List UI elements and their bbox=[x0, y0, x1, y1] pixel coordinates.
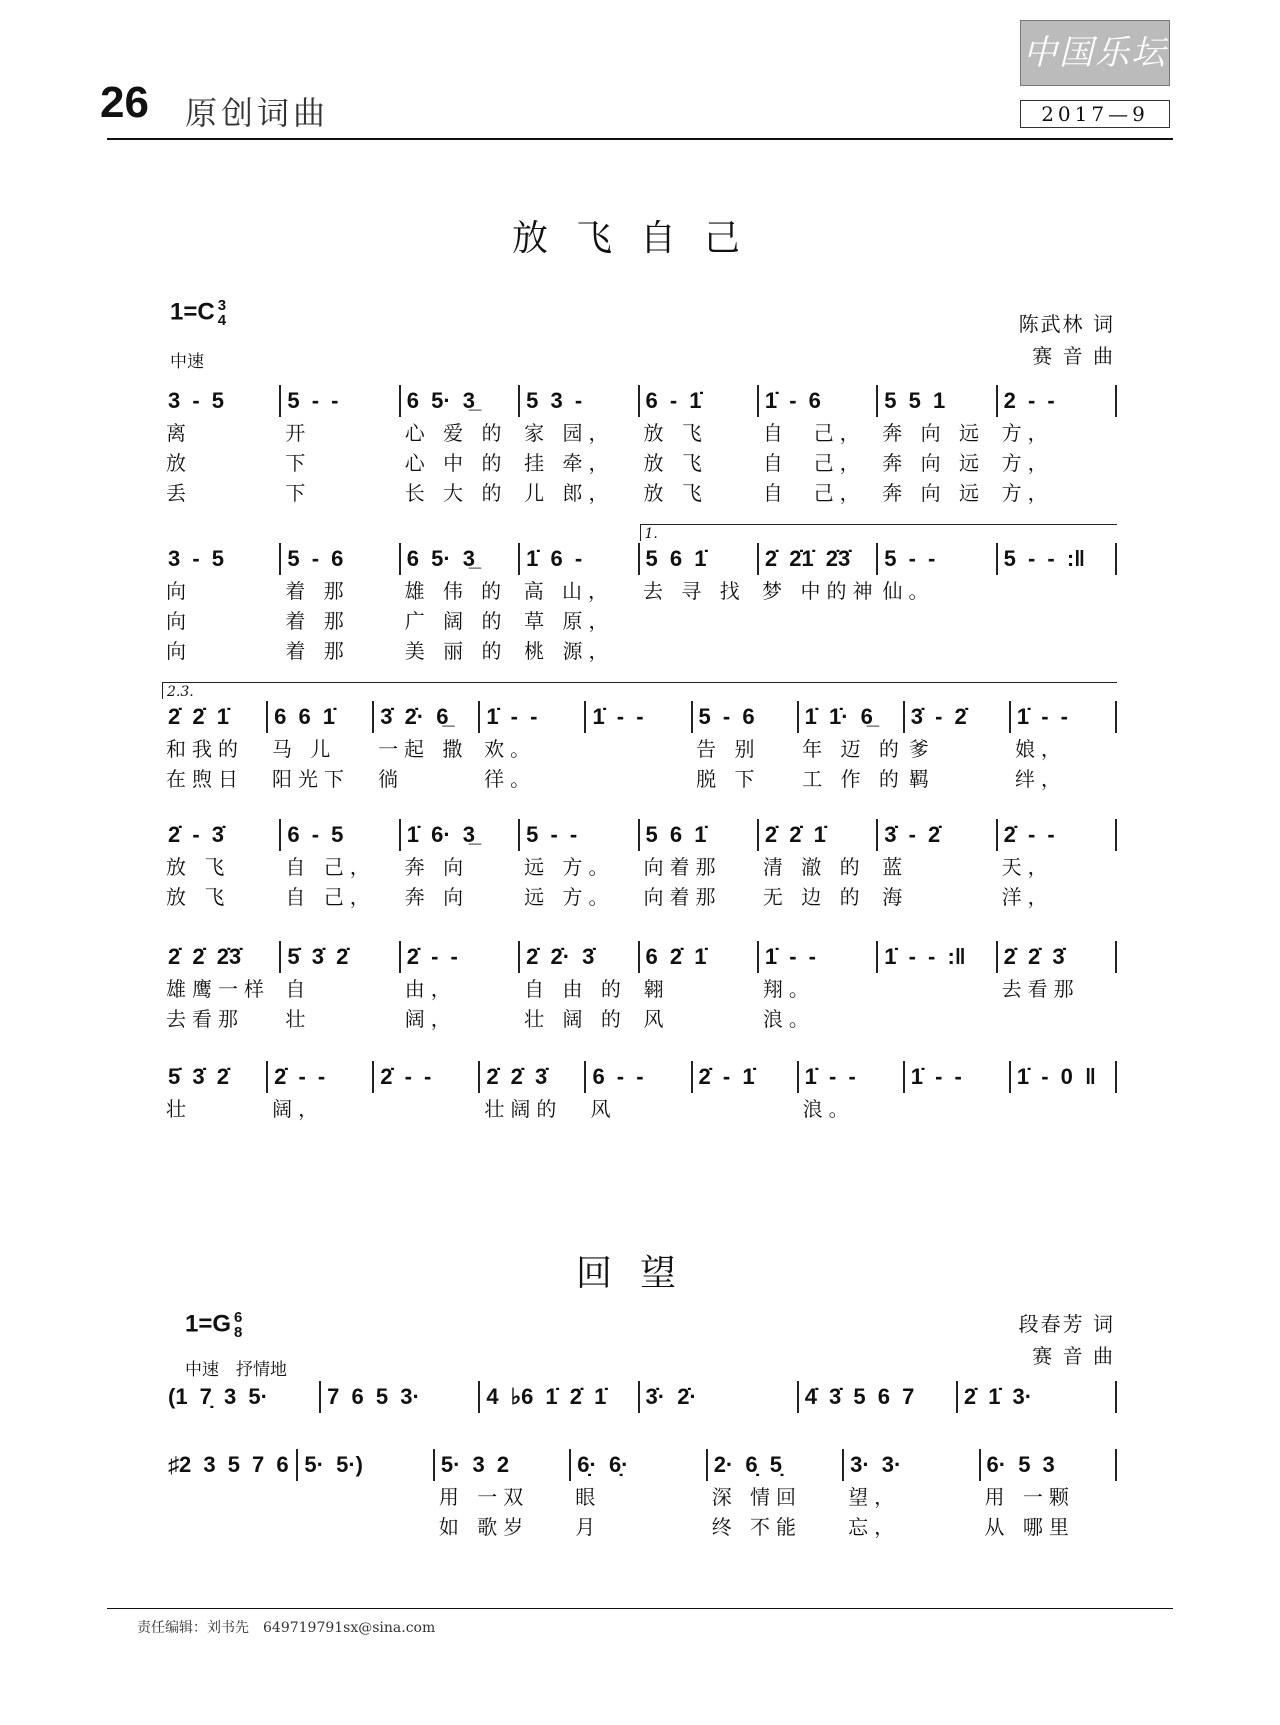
song1-lyricist: 陈武林 词 bbox=[1018, 312, 1115, 336]
lyric-segment: 欢。 bbox=[484, 737, 537, 761]
measure: 1̇ - - bbox=[586, 701, 692, 733]
measure: 2̇ 2̇ 2̇3̇ bbox=[162, 941, 281, 973]
measure: 1̇ - - bbox=[1011, 701, 1117, 733]
measure: 6 - 1̇ bbox=[640, 385, 759, 417]
lyric-segment: 高 山， bbox=[523, 579, 615, 603]
lyric-segment: 壮 bbox=[285, 1007, 312, 1031]
lyric-line bbox=[162, 974, 1117, 1004]
measure: 3̇ 2̇· 6̲ bbox=[374, 701, 480, 733]
notes-line bbox=[162, 818, 1117, 852]
lyric-segment: 放 飞 bbox=[643, 451, 708, 475]
lyric-segment: 阳光下 bbox=[272, 767, 351, 791]
measure: 3· 3· bbox=[844, 1449, 980, 1481]
lyric-segment bbox=[759, 636, 878, 666]
lyric-segment: 风 bbox=[590, 1097, 617, 1121]
lyric-line bbox=[162, 1004, 1117, 1034]
lyric-segment: 洋， bbox=[1001, 885, 1054, 909]
measure: 5 - 6 bbox=[693, 701, 799, 733]
lyric-segment: 爹 bbox=[908, 737, 935, 761]
lyric-segment: 长 大 的 bbox=[404, 481, 508, 505]
measure: 6 5· 3̲ bbox=[401, 385, 520, 417]
page-number: 26 bbox=[100, 78, 149, 127]
section-title: 原创词曲 bbox=[185, 94, 330, 132]
lyric-segment: 工 作 的 bbox=[802, 767, 905, 791]
lyric-segment: 向 bbox=[166, 639, 192, 663]
lyric-segment: 奔 向 远 bbox=[882, 481, 985, 505]
measure: 1̇ 1̇· 6̲ bbox=[799, 701, 905, 733]
lyric-segment: 放 飞 bbox=[166, 855, 231, 879]
measure: 4 ♭6 1̇ 2̇ 1̇ bbox=[480, 1381, 639, 1413]
lyric-segment bbox=[759, 606, 878, 636]
measure: 1̇ 6 - bbox=[520, 543, 639, 575]
measure: 5 6 1̇ bbox=[640, 819, 759, 851]
lyric-segment: 一起 撒 bbox=[378, 737, 469, 761]
lyric-segment: 终 不能 bbox=[711, 1515, 803, 1539]
lyric-segment: 方， bbox=[1001, 421, 1054, 445]
lyric-segment: 放 飞 bbox=[166, 885, 231, 909]
measure: 2̇ - - bbox=[374, 1061, 480, 1093]
measure: ♯2 3 5 7 6 bbox=[162, 1449, 298, 1481]
measure: 5 - - bbox=[520, 819, 639, 851]
lyric-segment: 自 bbox=[285, 977, 312, 1001]
lyric-segment bbox=[640, 636, 759, 666]
lyric-segment: 阔， bbox=[404, 1007, 457, 1031]
lyric-segment: 脱 下 bbox=[696, 767, 761, 791]
lyric-segment: 月 bbox=[575, 1515, 602, 1539]
notes-line bbox=[162, 1060, 1117, 1094]
lyric-segment bbox=[640, 606, 759, 636]
lyric-segment: 着 那 bbox=[285, 639, 350, 663]
issue-number: 2017—9 bbox=[1020, 100, 1170, 128]
measure: 1̇ - 6 bbox=[759, 385, 878, 417]
magazine-logo: 中国乐坛 bbox=[1020, 20, 1170, 86]
lyric-segment: 天， bbox=[1001, 855, 1054, 879]
lyric-segment: 着 那 bbox=[285, 579, 350, 603]
lyric-segment: 壮阔的 bbox=[484, 1097, 563, 1121]
measure: 1̇ - - bbox=[905, 1061, 1011, 1093]
measure: 3̇ - 2̇ bbox=[878, 819, 997, 851]
lyric-segment bbox=[374, 1094, 480, 1124]
measure: 6 - 5 bbox=[281, 819, 400, 851]
measure: (1 7̣ 3 5· bbox=[162, 1381, 321, 1413]
lyric-segment: 从 哪里 bbox=[984, 1515, 1075, 1539]
song2-key bbox=[185, 1310, 242, 1340]
notes-line bbox=[162, 542, 1117, 576]
song2-composer: 赛 音 曲 bbox=[1032, 1344, 1115, 1368]
lyric-line bbox=[162, 1512, 1117, 1542]
lyric-segment: 方， bbox=[1001, 481, 1054, 505]
lyric-segment: 向着那 bbox=[643, 885, 722, 909]
measure: 1̇ 6· 3̲ bbox=[401, 819, 520, 851]
key-signature: 1=C bbox=[170, 298, 215, 326]
measure: 2̇ - - bbox=[998, 819, 1117, 851]
lyric-segment: 海 bbox=[882, 885, 909, 909]
lyric-segment: 开 bbox=[285, 421, 312, 445]
score-row bbox=[162, 526, 1117, 666]
measure: 6 6 1̇ bbox=[268, 701, 374, 733]
lyric-segment: 向 bbox=[166, 579, 192, 603]
song2-lyricist: 段春芳 词 bbox=[1018, 1312, 1115, 1336]
lyric-segment: 梦 中的神 bbox=[762, 579, 879, 603]
lyric-segment: 望， bbox=[848, 1485, 901, 1509]
footer-rule bbox=[107, 1608, 1173, 1609]
lyric-segment: 向着那 bbox=[643, 855, 722, 879]
score-row bbox=[162, 1448, 1117, 1542]
lyric-segment: 自 己， bbox=[285, 885, 376, 909]
lyric-line bbox=[162, 478, 1117, 508]
lyric-segment: 由， bbox=[404, 977, 457, 1001]
lyric-segment: 羁 bbox=[908, 767, 935, 791]
lyric-segment: 自 己， bbox=[762, 481, 866, 505]
lyric-segment: 如 歌岁 bbox=[438, 1515, 530, 1539]
lyric-segment: 翱 bbox=[643, 977, 670, 1001]
lyric-segment bbox=[878, 974, 997, 1004]
song2-title: 回望 bbox=[575, 1253, 704, 1294]
lyric-segment bbox=[998, 636, 1117, 666]
lyric-segment: 奔 向 远 bbox=[882, 451, 985, 475]
volta-bracket: 2.3. bbox=[162, 682, 1117, 699]
measure: 1̇ - - bbox=[759, 941, 878, 973]
notes-line bbox=[162, 1448, 1117, 1482]
measure: 6 - - bbox=[586, 1061, 692, 1093]
lyric-segment: 翔。 bbox=[762, 977, 815, 1001]
lyric-segment: 壮 bbox=[166, 1097, 192, 1121]
measure: 3 - 5 bbox=[162, 385, 281, 417]
measure: 5 5 1 bbox=[878, 385, 997, 417]
measure: 5̇ 3̇ 2̇ bbox=[162, 1061, 268, 1093]
time-top: 6 bbox=[234, 1309, 243, 1326]
measure: 7 6 5 3· bbox=[321, 1381, 480, 1413]
score-row bbox=[162, 818, 1117, 912]
lyric-segment: 和我的 bbox=[166, 737, 244, 761]
lyric-segment: 徜 bbox=[378, 767, 405, 791]
lyric-segment: 离 bbox=[166, 421, 192, 445]
lyric-segment: 浪。 bbox=[762, 1007, 815, 1031]
measure: 6̣· 6̣· bbox=[571, 1449, 707, 1481]
lyric-segment bbox=[878, 606, 997, 636]
lyric-segment: 广 阔 的 bbox=[404, 609, 508, 633]
measure: 5 - - :‖ bbox=[998, 543, 1117, 575]
lyric-segment: 风 bbox=[643, 1007, 670, 1031]
song1-key bbox=[170, 298, 226, 328]
lyric-segment: 眼 bbox=[575, 1485, 602, 1509]
song1-composer: 赛 音 曲 bbox=[1032, 344, 1115, 368]
lyric-segment: 丢 bbox=[166, 481, 192, 505]
lyric-segment: 蓝 bbox=[882, 855, 909, 879]
measure: 5 3 - bbox=[520, 385, 639, 417]
lyric-segment bbox=[878, 1004, 997, 1034]
measure: 6 2̇ 1̇ bbox=[640, 941, 759, 973]
lyric-segment: 雄 伟 的 bbox=[404, 579, 508, 603]
lyric-segment bbox=[905, 1094, 1011, 1124]
song1-tempo: 中速 bbox=[170, 352, 204, 372]
measure: 2̇ - 3̇ bbox=[162, 819, 281, 851]
measure: 6 5· 3̲ bbox=[401, 543, 520, 575]
score-row bbox=[162, 384, 1117, 508]
lyric-segment: 壮 阔 的 bbox=[524, 1007, 627, 1031]
score-row bbox=[162, 1380, 1117, 1414]
measure: 2̇ 2̇ 3̇ bbox=[998, 941, 1117, 973]
lyric-segment: 奔 向 远 bbox=[882, 421, 985, 445]
lyric-segment bbox=[586, 764, 692, 794]
notes-line bbox=[162, 384, 1117, 418]
measure: 2̇ 2̇1̇ 2̇3̇ bbox=[759, 543, 878, 575]
lyric-segment: 自 己， bbox=[762, 421, 866, 445]
measure: 5 6 1̇ bbox=[640, 543, 759, 575]
lyric-segment bbox=[998, 576, 1117, 606]
measure: 1̇ - - :‖ bbox=[878, 941, 997, 973]
measure: 1̇ - 0 ‖ bbox=[1011, 1061, 1117, 1093]
measure: 2̇ - - bbox=[268, 1061, 374, 1093]
lyric-segment: 去看那 bbox=[166, 1007, 244, 1031]
lyric-segment bbox=[693, 1094, 799, 1124]
lyric-segment: 奔 向 bbox=[404, 885, 470, 909]
measure: 5 - - bbox=[281, 385, 400, 417]
measure: 2̇ 2̇ 3̇ bbox=[480, 1061, 586, 1093]
measure: 3̇· 2̇· bbox=[640, 1381, 799, 1413]
lyric-segment: 去 寻 找 bbox=[642, 579, 746, 603]
time-top: 3 bbox=[217, 297, 227, 314]
score-row bbox=[162, 1060, 1117, 1124]
measure: 3 - 5 bbox=[162, 543, 281, 575]
lyric-segment: 阔， bbox=[272, 1097, 325, 1121]
lyric-segment: 马 儿 bbox=[272, 737, 337, 761]
lyric-segment bbox=[298, 1512, 434, 1542]
lyric-segment bbox=[878, 636, 997, 666]
header-rule bbox=[107, 138, 1173, 140]
notes-line bbox=[162, 940, 1117, 974]
lyric-segment: 向 bbox=[166, 609, 192, 633]
measure: 5 - 6 bbox=[281, 543, 400, 575]
measure: 5· 3 2 bbox=[435, 1449, 571, 1481]
time-bottom: 4 bbox=[217, 312, 227, 329]
measure: 2̇ 2̇ 1̇ bbox=[162, 701, 268, 733]
lyric-segment bbox=[298, 1482, 434, 1512]
measure: 1̇ - - bbox=[799, 1061, 905, 1093]
lyric-segment: 放 bbox=[166, 451, 192, 475]
measure: 2· 6̣ 5̣ bbox=[708, 1449, 844, 1481]
lyric-segment: 儿 郎， bbox=[524, 481, 615, 505]
time-signature bbox=[234, 1310, 242, 1340]
measure: 2̇ 1̇ 3· bbox=[958, 1381, 1117, 1413]
song2-tempo: 中速 抒情地 bbox=[185, 1360, 287, 1380]
lyric-segment: 放 飞 bbox=[643, 421, 708, 445]
measure: 5 - - bbox=[878, 543, 997, 575]
lyric-segment: 绊， bbox=[1014, 767, 1067, 791]
lyric-segment: 去看那 bbox=[1001, 977, 1080, 1001]
key-signature: 1=G bbox=[185, 1310, 232, 1338]
lyric-segment: 深 情回 bbox=[711, 1485, 803, 1509]
measure: 5̇ 3̇ 2̇ bbox=[281, 941, 400, 973]
lyric-line bbox=[162, 636, 1117, 666]
lyric-segment: 放 飞 bbox=[643, 481, 708, 505]
lyric-line bbox=[162, 576, 1117, 606]
lyric-line bbox=[162, 882, 1117, 912]
lyric-segment: 心 爱 的 bbox=[404, 421, 508, 445]
lyric-segment bbox=[998, 606, 1117, 636]
lyric-segment: 娘， bbox=[1014, 737, 1067, 761]
lyric-segment: 无 边 的 bbox=[762, 885, 866, 909]
lyric-segment: 告 别 bbox=[696, 737, 761, 761]
volta-bracket: 1. bbox=[640, 524, 1118, 541]
score-row bbox=[162, 684, 1117, 794]
lyric-line bbox=[162, 1094, 1117, 1124]
lyric-segment: 家 园， bbox=[524, 421, 615, 445]
lyric-segment: 挂 牵， bbox=[524, 451, 615, 475]
notes-line bbox=[162, 700, 1117, 734]
lyric-segment: 桃 源， bbox=[524, 639, 615, 663]
lyric-segment: 下 bbox=[285, 481, 312, 505]
lyric-segment: 草 原， bbox=[524, 609, 615, 633]
lyric-segment: 在煦日 bbox=[166, 767, 244, 791]
measure: 1̇ - - bbox=[480, 701, 586, 733]
measure: 2̇ - - bbox=[401, 941, 520, 973]
measure: 6· 5 3 bbox=[981, 1449, 1117, 1481]
lyric-segment: 心 中 的 bbox=[404, 451, 508, 475]
lyric-segment: 奔 向 bbox=[404, 855, 470, 879]
lyric-line bbox=[162, 606, 1117, 636]
lyric-segment: 下 bbox=[285, 451, 312, 475]
lyric-segment: 着 那 bbox=[285, 609, 350, 633]
lyric-line bbox=[162, 1482, 1117, 1512]
lyric-line bbox=[162, 734, 1117, 764]
lyric-line bbox=[162, 852, 1117, 882]
measure: 2̇ 2̇ 1̇ bbox=[759, 819, 878, 851]
measure: 2̇ - 1̇ bbox=[693, 1061, 799, 1093]
notes-line bbox=[162, 1380, 1117, 1414]
measure: 5· 5·) bbox=[298, 1449, 434, 1481]
lyric-segment: 远 方。 bbox=[524, 885, 615, 909]
lyric-segment: 浪。 bbox=[802, 1097, 855, 1121]
lyric-segment: 自 己， bbox=[762, 451, 866, 475]
lyric-segment bbox=[998, 1004, 1117, 1034]
lyric-segment: 仙。 bbox=[882, 579, 935, 603]
lyric-segment: 雄鹰一样 bbox=[166, 977, 270, 1001]
lyric-segment: 自 己， bbox=[285, 855, 376, 879]
lyric-segment: 自 由 的 bbox=[524, 977, 627, 1001]
lyric-segment bbox=[162, 1482, 298, 1512]
lyric-segment: 徉。 bbox=[484, 767, 537, 791]
lyric-segment: 美 丽 的 bbox=[404, 639, 508, 663]
measure: 2̇ 2̇· 3̇ bbox=[520, 941, 639, 973]
lyric-segment: 清 澈 的 bbox=[762, 855, 866, 879]
song1-title: 放飞自己 bbox=[511, 218, 768, 259]
lyric-line bbox=[162, 418, 1117, 448]
lyric-segment bbox=[1011, 1094, 1117, 1124]
lyric-line bbox=[162, 448, 1117, 478]
lyric-segment: 用 一双 bbox=[438, 1485, 530, 1509]
measure: 3̇ - 2̇ bbox=[905, 701, 1011, 733]
lyric-segment: 忘， bbox=[848, 1515, 901, 1539]
measure: 2 - - bbox=[998, 385, 1117, 417]
lyric-segment: 用 一颗 bbox=[984, 1485, 1075, 1509]
lyric-segment: 远 方。 bbox=[524, 855, 615, 879]
lyric-segment bbox=[162, 1512, 298, 1542]
lyric-segment: 年 迈 的 bbox=[802, 737, 905, 761]
score-row bbox=[162, 940, 1117, 1034]
editor-credit: 责任编辑：刘书先 649719791sx@sina.com bbox=[137, 1620, 436, 1636]
lyric-segment: 方， bbox=[1001, 451, 1054, 475]
lyric-segment bbox=[586, 734, 692, 764]
time-bottom: 8 bbox=[234, 1324, 243, 1341]
measure: 4̇ 3̇ 5 6 7 bbox=[799, 1381, 958, 1413]
time-signature bbox=[218, 298, 226, 328]
lyric-line bbox=[162, 764, 1117, 794]
